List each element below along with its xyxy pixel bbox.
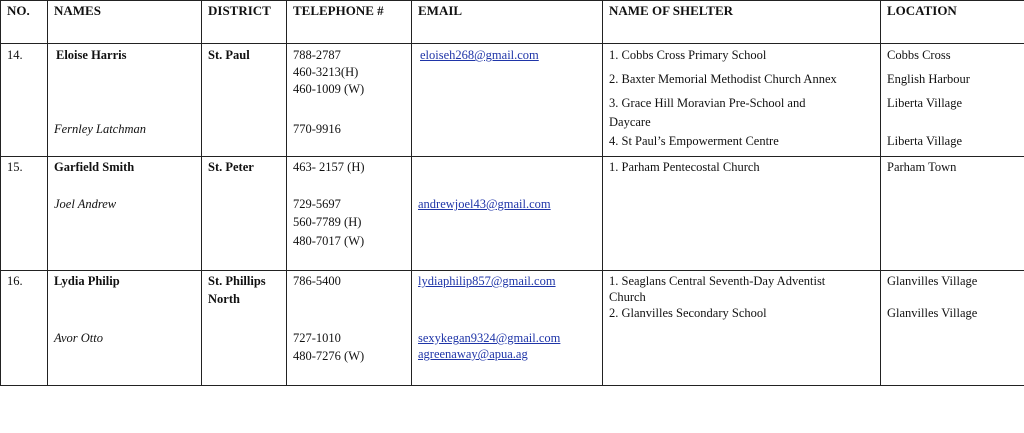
cell-location	[881, 157, 1024, 271]
location-item: Liberta Village	[887, 134, 963, 148]
cell-telephone	[287, 44, 412, 157]
cell-district	[202, 157, 287, 271]
shelter-item: Church	[609, 290, 646, 304]
shelter-item: Daycare	[609, 115, 651, 129]
table-row	[1, 157, 1024, 271]
secondary-name: Fernley Latchman	[54, 122, 146, 136]
location-item: Parham Town	[887, 160, 957, 174]
shelter-item: 1. Cobbs Cross Primary School	[609, 48, 767, 62]
phone-number: 727-1010	[293, 331, 341, 345]
shelter-item: 2. Baxter Memorial Methodist Church Annex	[609, 72, 837, 86]
phone-number: 788-2787	[293, 48, 341, 62]
email-link[interactable]: andrewjoel43@gmail.com	[418, 197, 551, 211]
cell-location	[881, 271, 1024, 386]
column-header-district: DISTRICT	[202, 1, 287, 44]
phone-number: 560-7789 (H)	[293, 215, 362, 229]
shelter-item: 1. Seaglans Central Seventh-Day Adventist	[609, 274, 826, 288]
column-header-location: LOCATION	[881, 1, 1024, 44]
phone-number: 729-5697	[293, 197, 341, 211]
cell-shelter	[603, 44, 881, 157]
shelter-item: 1. Parham Pentecostal Church	[609, 160, 760, 174]
email-link[interactable]: sexykegan9324@gmail.com	[418, 331, 561, 345]
cell-telephone	[287, 271, 412, 386]
column-header-shelter: NAME OF SHELTER	[603, 1, 881, 44]
row-number: 14.	[7, 48, 23, 62]
cell-district	[202, 44, 287, 157]
district: St. Paul	[208, 48, 250, 62]
shelter-item: 3. Grace Hill Moravian Pre-School and	[609, 96, 806, 110]
email-link[interactable]: lydiaphilip857@gmail.com	[418, 274, 556, 288]
cell-shelter	[603, 157, 881, 271]
column-header-names: NAMES	[48, 1, 202, 44]
location-item: Cobbs Cross	[887, 48, 951, 62]
cell-email	[412, 271, 603, 386]
location-item: Liberta Village	[887, 96, 963, 110]
cell-no	[1, 157, 48, 271]
phone-number: 463- 2157 (H)	[293, 160, 365, 174]
cell-email	[412, 44, 603, 157]
email-link[interactable]: agreenaway@apua.ag	[418, 347, 528, 361]
location-item: English Harbour	[887, 72, 970, 86]
phone-number: 786-5400	[293, 274, 341, 288]
primary-name: Lydia Philip	[54, 274, 120, 288]
cell-no	[1, 44, 48, 157]
cell-district	[202, 271, 287, 386]
shelter-item: 2. Glanvilles Secondary School	[609, 306, 767, 320]
district: St. Peter	[208, 160, 254, 174]
table-header-row	[1, 1, 1024, 44]
phone-number: 770-9916	[293, 122, 341, 136]
row-number: 16.	[7, 274, 23, 288]
shelter-item: 4. St Paul’s Empowerment Centre	[609, 134, 779, 148]
location-item: Glanvilles Village	[887, 306, 978, 320]
cell-location	[881, 44, 1024, 157]
cell-shelter	[603, 271, 881, 386]
secondary-name: Joel Andrew	[54, 197, 117, 211]
table-row	[1, 271, 1024, 386]
email-link[interactable]: eloiseh268@gmail.com	[420, 48, 539, 62]
primary-name: Eloise Harris	[56, 48, 127, 62]
phone-number: 480-7276 (W)	[293, 349, 365, 363]
column-header-telephone: TELEPHONE #	[287, 1, 412, 44]
cell-telephone	[287, 157, 412, 271]
district-line: North	[208, 292, 240, 306]
row-number: 15.	[7, 160, 23, 174]
table-row	[1, 44, 1024, 157]
location-item: Glanvilles Village	[887, 274, 978, 288]
cell-names	[48, 271, 202, 386]
phone-number: 460-3213(H)	[293, 65, 359, 79]
column-header-no: NO.	[1, 1, 48, 44]
cell-email	[412, 157, 603, 271]
secondary-name: Avor Otto	[54, 331, 103, 345]
cell-no	[1, 271, 48, 386]
cell-names	[48, 44, 202, 157]
phone-number: 480-7017 (W)	[293, 234, 365, 248]
district-line: St. Phillips	[208, 274, 266, 288]
phone-number: 460-1009 (W)	[293, 82, 365, 96]
cell-names	[48, 157, 202, 271]
primary-name: Garfield Smith	[54, 160, 135, 174]
column-header-email: EMAIL	[412, 1, 603, 44]
